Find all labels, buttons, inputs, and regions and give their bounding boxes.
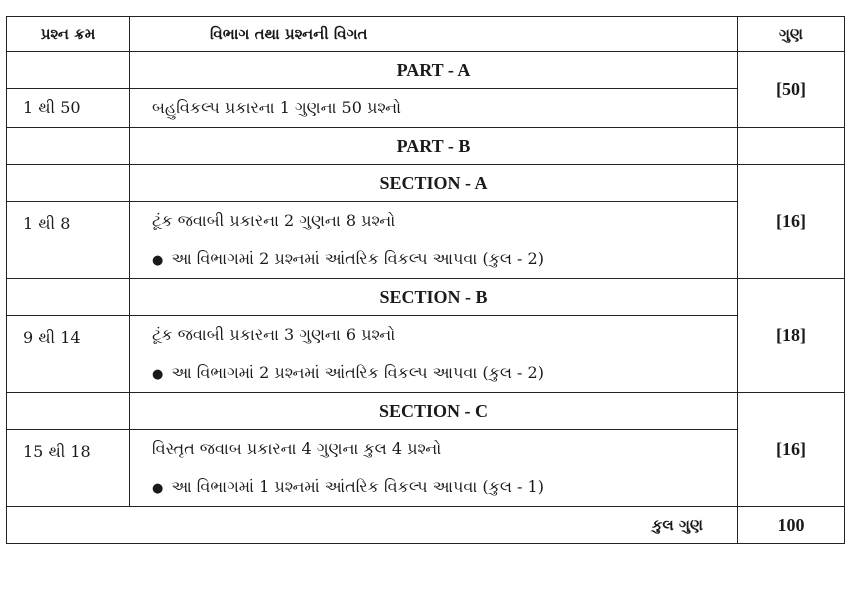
section-a-qno: 1 થી 8 [7, 202, 130, 279]
section-a-title-row [7, 165, 845, 202]
part-a-title: PART - A [130, 52, 738, 89]
marks-table [6, 16, 845, 544]
bullet-icon: ● [152, 367, 164, 382]
section-b-title-row [7, 279, 845, 316]
part-a-row [7, 89, 845, 128]
section-c-title: SECTION - C [130, 393, 738, 430]
section-c-title-row [7, 393, 845, 430]
section-b-row [7, 316, 845, 393]
section-a-row [7, 202, 845, 279]
part-a-qno: 1 થી 50 [7, 89, 130, 128]
section-c-marks: [16] [738, 393, 845, 507]
section-a-note: આ વિભાગમાં 2 પ્રશ્નમાં આંતરિક વિકલ્પ આપવા (કુલ - 2) [171, 249, 544, 268]
section-b-qno: 9 થી 14 [7, 316, 130, 393]
part-b-title-row [7, 128, 845, 165]
total-value: 100 [738, 507, 845, 544]
bullet-icon: ● [152, 253, 164, 268]
total-row [7, 507, 845, 544]
section-c-row [7, 430, 845, 507]
section-a-title: SECTION - A [130, 165, 738, 202]
section-a-desc: ટૂંક જવાબી પ્રકારના 2 ગુણના 8 પ્રશ્નો [152, 211, 396, 230]
section-b-title: SECTION - B [130, 279, 738, 316]
header-detail: વિભાગ તથા પ્રશ્નની વિગત [130, 17, 738, 52]
section-b-desc: ટૂંક જવાબી પ્રકારના 3 ગુણના 6 પ્રશ્નો [152, 325, 396, 344]
header-qno: પ્રશ્ન ક્રમ [7, 17, 130, 52]
total-label: કુલ ગુણ [7, 507, 738, 544]
header-row [7, 17, 845, 52]
section-a-marks: [16] [738, 165, 845, 279]
section-b-note: આ વિભાગમાં 2 પ્રશ્નમાં આંતરિક વિકલ્પ આપવા (કુલ - 2) [171, 363, 544, 382]
section-c-desc: વિસ્તૃત જવાબ પ્રકારના 4 ગુણના કુલ 4 પ્રશ્નો [152, 439, 442, 458]
bullet-icon: ● [152, 481, 164, 496]
part-a-desc: બહુવિકલ્પ પ્રકારના 1 ગુણના 50 પ્રશ્નો [152, 98, 402, 117]
section-b-marks: [18] [738, 279, 845, 393]
part-a-title-row [7, 52, 845, 89]
part-a-marks: [50] [738, 52, 845, 128]
marks-distribution-sheet [6, 16, 844, 544]
section-c-note: આ વિભાગમાં 1 પ્રશ્નમાં આંતરિક વિકલ્પ આપવા (કુલ - 1) [171, 477, 544, 496]
header-marks: ગુણ [738, 17, 845, 52]
part-b-title: PART - B [130, 128, 738, 165]
section-c-qno: 15 થી 18 [7, 430, 130, 507]
